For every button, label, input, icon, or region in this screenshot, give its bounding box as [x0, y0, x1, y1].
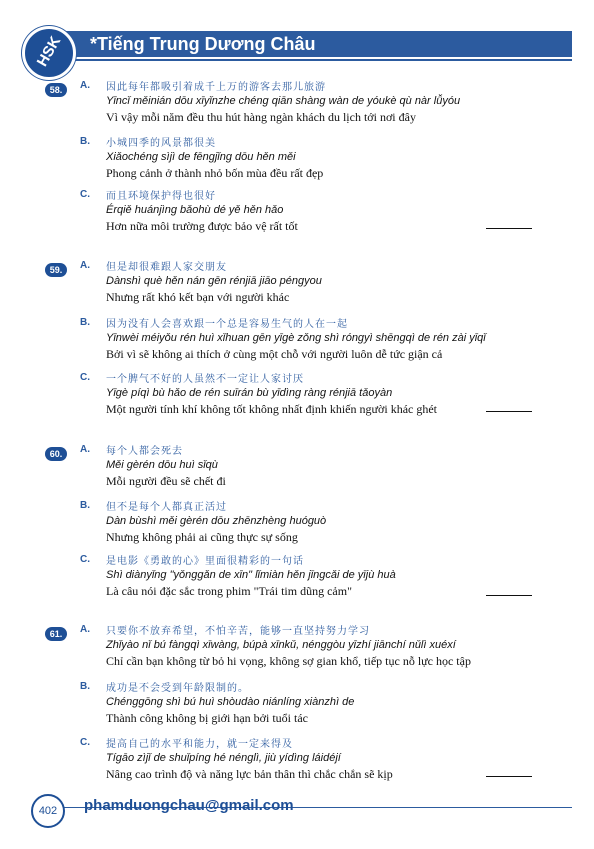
option-vietnamese: Nhưng rất khó kết bạn với người khác [106, 290, 290, 304]
option-vietnamese: Nâng cao trình độ và năng lực bản thân thì chắc chắn sẽ kịp [106, 767, 393, 781]
hsk-badge-label: HSK [33, 33, 65, 70]
option-letter: B. [80, 136, 90, 147]
option-chinese: 是电影《勇敢的心》里面很精彩的一句话 [106, 556, 304, 567]
option-chinese: 成功是不会受到年龄限制的。 [106, 683, 249, 694]
page-number: 402 [31, 794, 65, 828]
option-chinese: 因为没有人会喜欢跟一个总是容易生气的人在一起 [106, 319, 348, 330]
option-letter: B. [80, 500, 90, 511]
answer-blank [486, 228, 532, 229]
option-pinyin: Xiǎochéng sìjì de fēngjǐng dōu hěn měi [106, 151, 296, 163]
option-letter: C. [80, 554, 90, 565]
question-number: 61. [45, 627, 67, 641]
answer-blank [486, 411, 532, 412]
option-pinyin: Yīnwèi méiyǒu rén huì xǐhuan gēn yīgè zǒng shì róngyì shēngqì de rén zài yīqǐ [106, 332, 486, 344]
option-letter: B. [80, 317, 90, 328]
option-vietnamese: Phong cảnh ở thành nhỏ bốn mùa đều rất đẹp [106, 166, 324, 180]
option-vietnamese: Mỗi người đều sẽ chết đi [106, 474, 226, 488]
option-vietnamese: Một người tính khí không tốt không nhất định khiến người khác ghét [106, 402, 438, 416]
option-pinyin: Yīgè píqì bù hǎo de rén suīrán bù yīdìng ràng rénjiā tǎoyàn [106, 387, 393, 399]
option-letter: A. [80, 260, 90, 271]
option-pinyin: Dàn bùshì měi gèrén dōu zhēnzhèng huóguò [106, 515, 327, 527]
option-vietnamese: Là câu nói đặc sắc trong phim "Trái tim dũng cảm" [106, 584, 352, 598]
option-pinyin: Měi gèrén dōu huì sǐqù [106, 459, 218, 471]
option-vietnamese: Nhưng không phải ai cũng thực sự sống [106, 530, 298, 544]
header-underline [58, 59, 572, 61]
option-pinyin: Yīncǐ měinián dōu xīyǐnzhe chéng qiān shàng wàn de yóukè qù nàr lǚyóu [106, 95, 461, 107]
option-pinyin: Chénggōng shì bú huì shòudào niánlíng xiànzhì de [106, 696, 355, 708]
option-letter: A. [80, 80, 90, 91]
option-letter: C. [80, 372, 90, 383]
option-letter: C. [80, 189, 90, 200]
option-letter: C. [80, 737, 90, 748]
option-letter: B. [80, 681, 90, 692]
option-pinyin: Tígāo zìjǐ de shuǐpíng hé nénglì, jiù yídìng láidéjí [106, 752, 341, 764]
hsk-badge [22, 26, 76, 80]
option-chinese: 小城四季的风景都很美 [106, 138, 216, 149]
option-pinyin: Érqiě huánjìng bǎohù dé yě hěn hǎo [106, 204, 284, 216]
option-chinese: 提高自己的水平和能力，就一定来得及 [106, 739, 293, 750]
option-letter: A. [80, 624, 90, 635]
option-chinese: 每个人都会死去 [106, 446, 183, 457]
option-vietnamese: Vì vậy mỗi năm đều thu hút hàng ngàn khách du lịch tới nơi đây [106, 110, 416, 124]
option-vietnamese: Bởi vì sẽ không ai thích ở cùng một chỗ với người luôn dễ tức giận cả [106, 347, 443, 361]
option-pinyin: Zhǐyào nǐ bú fàngqì xīwàng, búpà xīnkǔ, nénggòu yīzhí jiānchí nǔlì xuéxí [106, 639, 456, 651]
question-number: 59. [45, 263, 67, 277]
question-number: 58. [45, 83, 67, 97]
option-pinyin: Dànshì què hěn nán gēn rénjiā jiāo péngyou [106, 275, 322, 287]
option-letter: A. [80, 444, 90, 455]
footer-email[interactable]: phamduongchau@gmail.com [84, 797, 294, 814]
option-chinese: 而且环境保护得也很好 [106, 191, 216, 202]
question-number: 60. [45, 447, 67, 461]
page-title: *Tiếng Trung Dương Châu [90, 34, 316, 54]
option-chinese: 一个脾气不好的人虽然不一定让人家讨厌 [106, 374, 304, 385]
answer-blank [486, 776, 532, 777]
option-chinese: 只要你不放弃希望，不怕辛苦，能够一直坚持努力学习 [106, 626, 370, 637]
option-vietnamese: Hơn nữa môi trường được bảo vệ rất tốt [106, 219, 298, 233]
option-chinese: 但是却很难跟人家交朋友 [106, 262, 227, 273]
option-chinese: 但不是每个人都真正活过 [106, 502, 227, 513]
option-chinese: 因此每年都吸引着成千上万的游客去那儿旅游 [106, 82, 326, 93]
option-pinyin: Shì diànyǐng "yǒnggǎn de xīn" lǐmiàn hěn jīngcǎi de yījù huà [106, 569, 396, 581]
option-vietnamese: Thành công không bị giới hạn bởi tuổi tác [106, 711, 308, 725]
answer-blank [486, 595, 532, 596]
option-vietnamese: Chỉ cần bạn không từ bỏ hi vọng, không sợ gian khổ, tiếp tục nỗ lực học tập [106, 654, 471, 668]
